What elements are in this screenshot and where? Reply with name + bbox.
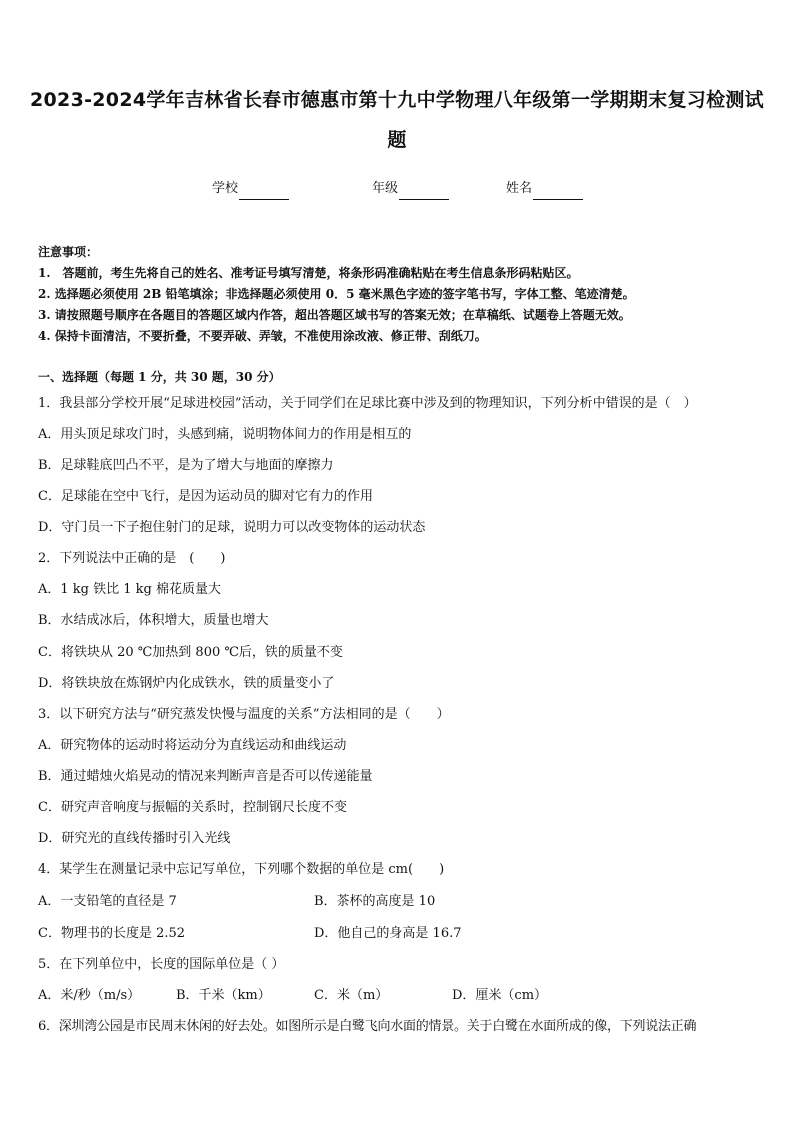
- question-4-option-d: D．他自己的身高是 16.7: [314, 926, 462, 941]
- grade-blank: [399, 183, 449, 200]
- exam-title-line-1: 2023-2024学年吉林省长春市德惠市第十九中学物理八年级第一学期期末复习检测试: [30, 89, 764, 111]
- question-4-option-a: A．一支铅笔的直径是 7: [38, 894, 177, 909]
- notice-item-2: 2. 选择题必须使用 2B 铅笔填涂；非选择题必须使用 0．5 毫米黑色字迹的签字笔书写，字体工整、笔迹清楚。: [38, 287, 635, 301]
- school-label: 学校: [212, 181, 239, 196]
- name-label: 姓名: [506, 181, 533, 196]
- question-3-option-b: B．通过蜡烛火焰晃动的情况来判断声音是否可以传递能量: [38, 769, 373, 784]
- question-4-option-b: B．茶杯的高度是 10: [314, 894, 436, 909]
- section-heading: 一、选择题（每题 1 分，共 30 题，30 分）: [38, 370, 281, 384]
- question-4-stem: 4．某学生在测量记录中忘记写单位，下列哪个数据的单位是 cm( ): [38, 862, 445, 877]
- exam-title-line-2: 题: [387, 129, 407, 151]
- school-blank: [239, 183, 289, 200]
- name-field: [506, 178, 583, 200]
- question-1-stem: 1．我县部分学校开展“足球进校园”活动，关于同学们在足球比赛中涉及到的物理知识，下列分析中错误的是（ ）: [38, 396, 697, 411]
- grade-label: 年级: [372, 181, 399, 196]
- question-1-option-b: B．足球鞋底凹凸不平，是为了增大与地面的摩擦力: [38, 458, 334, 473]
- question-3-option-d: D．研究光的直线传播时引入光线: [38, 831, 231, 846]
- question-6-stem: 6．深圳湾公园是市民周末休闲的好去处。如图所示是白鹭飞向水面的情景。关于白鹭在水面所成的像，下列说法正确: [38, 1019, 697, 1034]
- question-5-stem: 5．在下列单位中，长度的国际单位是（ ）: [38, 957, 285, 972]
- notice-item-1: 1. 答题前，考生先将自己的姓名、准考证号填写清楚，将条形码准确粘贴在考生信息条形码粘贴区。: [38, 266, 579, 280]
- notice-item-3: 3. 请按照题号顺序在各题目的答题区域内作答，超出答题区域书写的答案无效；在草稿纸、试题卷上答题无效。: [38, 308, 631, 322]
- school-field: [212, 178, 289, 200]
- notice-heading: 注意事项：: [38, 245, 99, 259]
- question-2-stem: 2．下列说法中正确的是 ( ): [38, 551, 226, 566]
- name-blank: [533, 183, 583, 200]
- question-5-option-a: A．米/秒（m/s）: [38, 988, 141, 1003]
- question-1-option-c: C．足球能在空中飞行，是因为运动员的脚对它有力的作用: [38, 489, 373, 504]
- question-2-option-b: B．水结成冰后，体积增大，质量也增大: [38, 613, 269, 628]
- question-2-option-a: A．1 kg 铁比 1 kg 棉花质量大: [38, 582, 221, 597]
- notice-item-4: 4. 保持卡面清洁，不要折叠，不要弄破、弄皱，不准使用涂改液、修正带、刮纸刀。: [38, 329, 487, 343]
- question-3-option-a: A．研究物体的运动时将运动分为直线运动和曲线运动: [38, 738, 347, 753]
- grade-field: [372, 178, 449, 200]
- question-1-option-a: A．用头顶足球攻门时，头感到痛，说明物体间力的作用是相互的: [38, 427, 412, 442]
- question-2-option-d: D．将铁块放在炼钢炉内化成铁水，铁的质量变小了: [38, 676, 335, 691]
- question-3-option-c: C．研究声音响度与振幅的关系时，控制钢尺长度不变: [38, 800, 347, 815]
- question-3-stem: 3．以下研究方法与“研究蒸发快慢与温度的关系”方法相同的是（ ）: [38, 707, 450, 722]
- question-4-option-c: C．物理书的长度是 2.52: [38, 926, 186, 941]
- question-5-option-c: C．米（m）: [314, 988, 389, 1003]
- question-5-option-b: B．千米（km）: [176, 988, 271, 1003]
- question-1-option-d: D．守门员一下子抱住射门的足球，说明力可以改变物体的运动状态: [38, 520, 426, 535]
- question-2-option-c: C．将铁块从 20 ℃加热到 800 ℃后，铁的质量不变: [38, 645, 343, 660]
- question-5-option-d: D．厘米（cm）: [452, 988, 548, 1003]
